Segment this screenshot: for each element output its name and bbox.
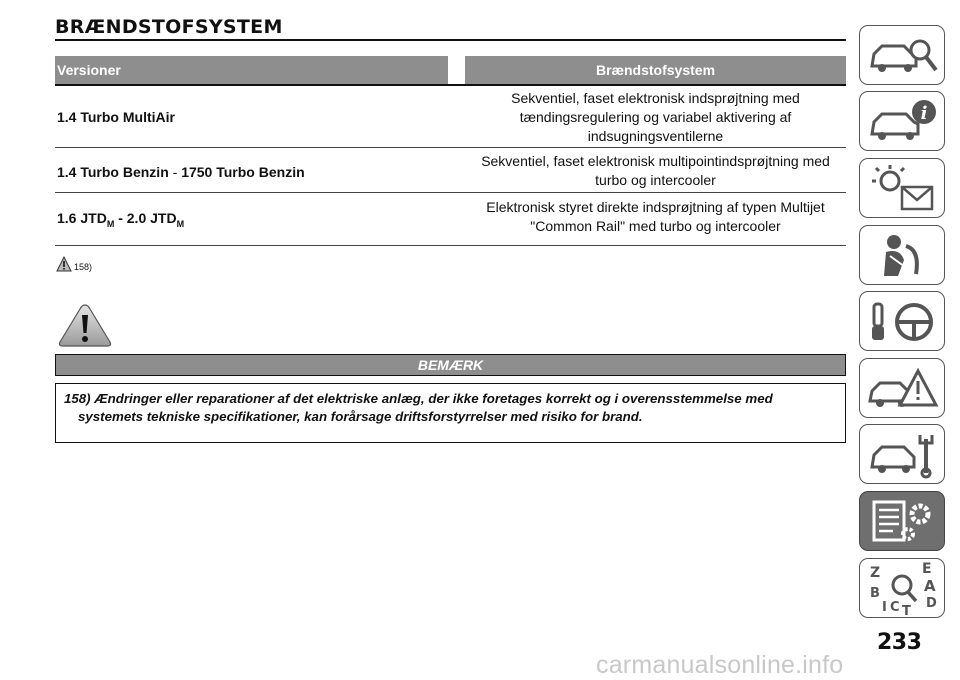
lights-message-icon	[860, 159, 944, 217]
sidebar-tab-starting-driving[interactable]	[859, 291, 945, 351]
sidebar-tab-car-info[interactable]	[859, 91, 945, 151]
title-divider	[55, 39, 846, 41]
version-cell: 1.4 Turbo MultiAir	[57, 109, 175, 125]
car-tools-icon	[860, 425, 944, 483]
specs-gear-icon	[860, 492, 944, 550]
watermark[interactable]: carmanualsonline.info	[596, 651, 844, 679]
alphabet-index-icon	[860, 559, 944, 617]
header-divider	[55, 84, 846, 86]
version-cell: 1.6 $JTD_M - 2.0$ $JTD_M$	[57, 210, 185, 229]
warning-triangle-icon	[57, 302, 113, 348]
note-heading: BEMÆRK	[55, 354, 846, 376]
car-warning-icon	[860, 359, 944, 417]
row-divider	[55, 192, 846, 193]
header-fuel-system: Brændstofsystem	[465, 56, 846, 84]
header-versions: Versioner	[55, 56, 448, 84]
svg-text:E: E	[922, 561, 932, 577]
warning-triangle-icon	[56, 256, 72, 272]
description-cell: Sekventiel, faset elektronisk indsprøjtning med tændingsregulering og variabel aktivering af indsugningsventilerne	[511, 90, 800, 144]
table-row	[55, 198, 846, 242]
sidebar-tab-emergency[interactable]	[859, 358, 945, 418]
sidebar-tab-technical-data[interactable]	[859, 491, 945, 551]
sidebar-tab-index[interactable]	[859, 558, 945, 618]
description-cell: Elektronisk styret direkte indsprøjtning af typen Multijet "Common Rail" med turbo og intercooler	[486, 199, 825, 234]
key-steering-wheel-icon	[860, 292, 944, 350]
svg-text:Z: Z	[870, 565, 881, 581]
note-text: 158) Ændringer eller reparationer af det elektriske anlæg, der ikke foretages korrekt og i overensstemmelse med systemets tekniske specifikationer, kan forårsage driftsforstyrrelser med risiko for brand.	[64, 391, 773, 424]
svg-text:D: D	[926, 596, 937, 611]
section-title: BRÆNDSTOFSYSTEM	[55, 16, 283, 38]
sidebar-tab-car-search[interactable]	[859, 25, 945, 85]
warning-reference: 158)	[74, 262, 93, 272]
svg-text:i: i	[920, 103, 928, 124]
page-number: 233	[877, 630, 922, 655]
sidebar-tab-lights-messages[interactable]	[859, 158, 945, 218]
svg-text:C: C	[890, 600, 900, 615]
svg-text:A: A	[924, 577, 936, 595]
airbag-seat-icon	[860, 226, 944, 284]
description-cell: Sekventiel, faset elektronisk multipointindsprøjtning med turbo og intercooler	[481, 153, 830, 188]
row-divider	[55, 147, 846, 148]
row-divider	[55, 245, 846, 246]
table-row	[55, 89, 846, 145]
note-box	[55, 383, 846, 443]
car-search-icon	[860, 26, 944, 84]
svg-text:B: B	[870, 586, 880, 601]
sidebar-tab-safety[interactable]	[859, 225, 945, 285]
version-cell: 1.4 Turbo Benzin - 1750 Turbo Benzin	[57, 164, 305, 180]
svg-text:T: T	[902, 604, 911, 617]
svg-text:I: I	[882, 600, 887, 615]
table-row	[55, 152, 846, 190]
car-info-icon	[860, 92, 944, 150]
sidebar-tab-maintenance[interactable]	[859, 424, 945, 484]
